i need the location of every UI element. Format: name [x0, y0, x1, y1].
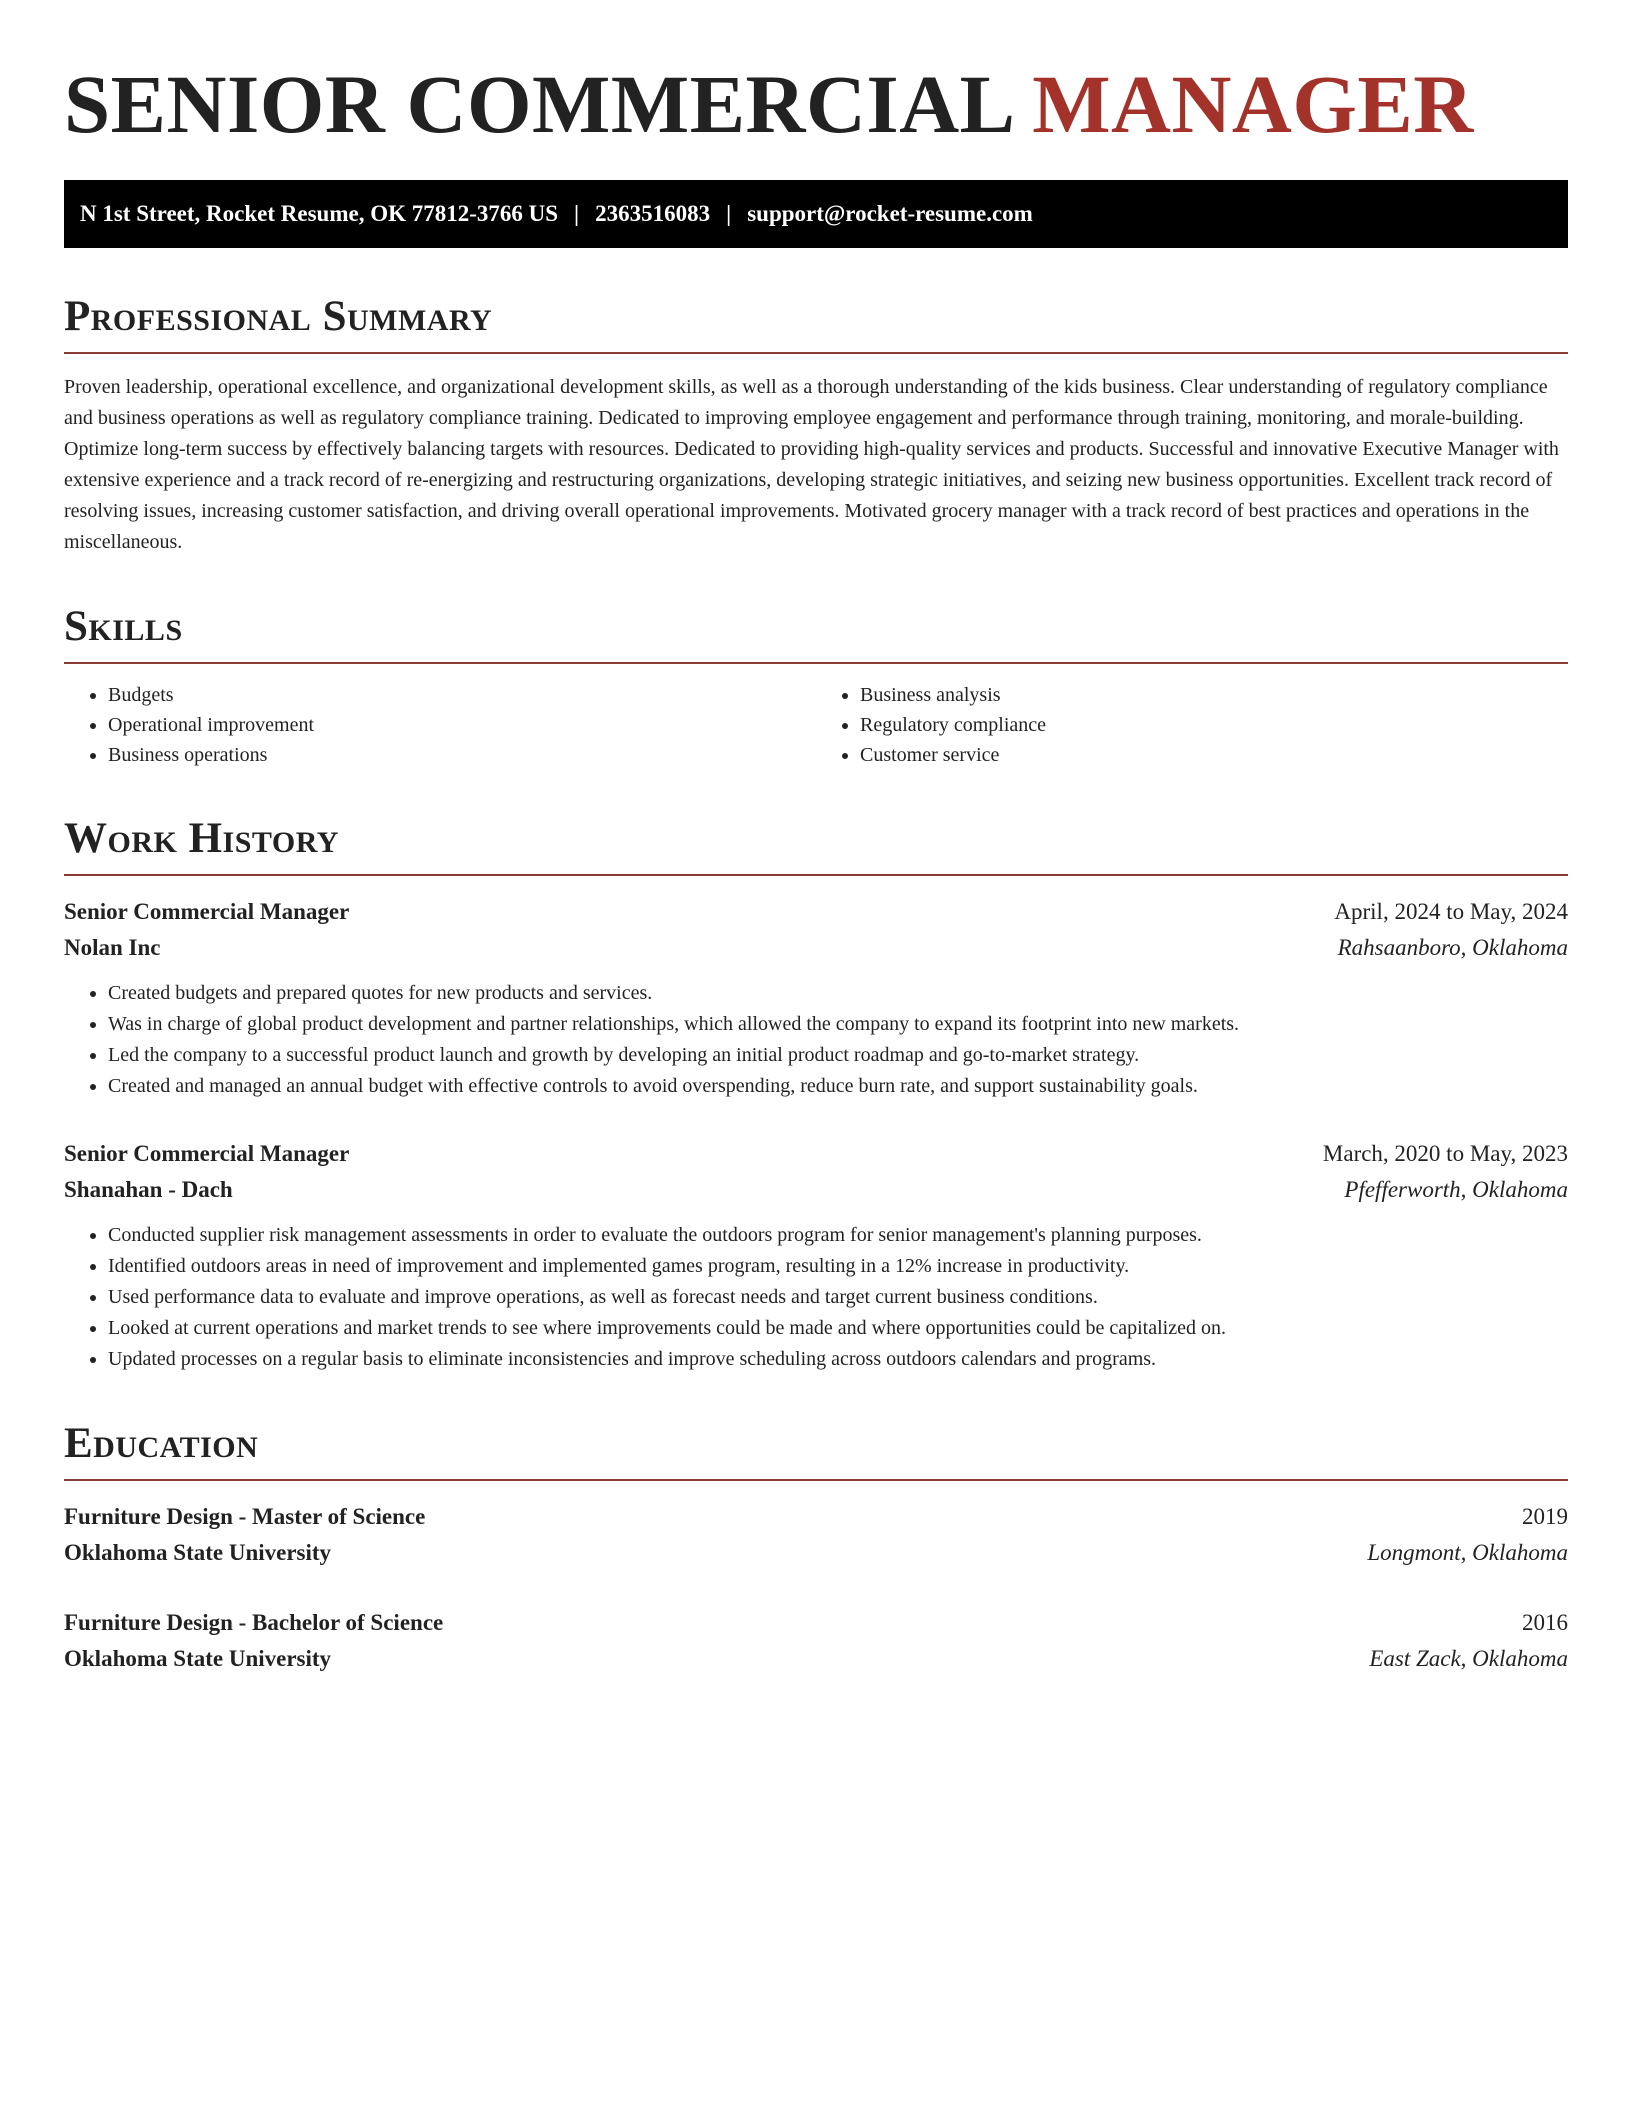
education-degree: Furniture Design - Master of Science [64, 1504, 426, 1529]
name-last: MANAGER [1032, 58, 1474, 150]
name-first: SENIOR COMMERCIAL [64, 58, 1011, 150]
education-entry [64, 1605, 1568, 1677]
education-school-row [64, 1641, 1568, 1677]
education-header-row [64, 1605, 1568, 1641]
job-location: Pfefferworth, Oklahoma [1344, 1177, 1568, 1202]
job-bullet: • Updated processes on a regular basis to eliminate inconsistencies and improve scheduling across outdoors calendars and programs. [108, 1344, 1568, 1375]
skills-column-left [64, 680, 816, 770]
job-bullet: • Created budgets and prepared quotes for new products and services. [108, 978, 1568, 1009]
job-bullet: • Identified outdoors areas in need of improvement and implemented games program, resulting in a 12% increase in productivity. [108, 1251, 1568, 1282]
job-company: Nolan Inc [64, 935, 161, 960]
job-role: Senior Commercial Manager [64, 1141, 350, 1166]
job-role: Senior Commercial Manager [64, 899, 350, 924]
job-bullet: • Looked at current operations and market trends to see where improvements could be made and where opportunities could be capitalized on. [108, 1313, 1568, 1344]
education-entry [64, 1499, 1568, 1571]
job-header-row [64, 1136, 1568, 1172]
contact-separator: | [726, 201, 732, 226]
education-location: East Zack, Oklahoma [1369, 1646, 1568, 1671]
job-company-row [64, 930, 1568, 966]
contact-address: N 1st Street, Rocket Resume, OK 77812-3766 US [80, 201, 559, 226]
contact-email: support@rocket-resume.com [747, 201, 1033, 226]
summary-section [64, 292, 1568, 558]
contact-bar [64, 180, 1568, 248]
job-bullet: • Conducted supplier risk management assessments in order to evaluate the outdoors program for senior management's planning purposes. [108, 1220, 1568, 1251]
job-bullet: • Used performance data to evaluate and improve operations, as well as forecast needs and target current business conditions. [108, 1282, 1568, 1313]
section-title-summary: Professional Summary [64, 292, 1568, 354]
summary-text: Proven leadership, operational excellence, and organizational development skills, as well as a thorough understanding of the kids business. Clear understanding of regulatory compliance and business operations as well as regulatory compliance training. Dedicated to improving employee engagement and performance through training, monitoring, and morale-building. Optimize long-term success by effectively balancing targets with resources. Dedicated to providing high-quality services and products. Successful and innovative Executive Manager with extensive experience and a track record of re-energizing and restructuring organizations, developing strategic initiatives, and seizing new business opportunities. Excellent track record of resolving issues, increasing customer satisfaction, and driving overall operational improvements. Motivated grocery manager with a track record of best practices and operations in the miscellaneous. [64, 376, 1559, 553]
job-dates: April, 2024 to May, 2024 [1334, 899, 1568, 924]
job-bullets [64, 978, 1568, 1102]
skills-columns [64, 680, 1568, 770]
education-section [64, 1419, 1568, 1677]
section-title-work: Work History [64, 814, 1568, 876]
job-dates: March, 2020 to May, 2023 [1322, 1141, 1568, 1166]
skill-item: • Operational improvement [108, 710, 816, 740]
job-bullet: • Led the company to a successful product launch and growth by developing an initial product roadmap and go-to-market strategy. [108, 1040, 1568, 1071]
job-bullet: • Created and managed an annual budget with effective controls to avoid overspending, reduce burn rate, and support sustainability goals. [108, 1071, 1568, 1102]
job-company-row [64, 1172, 1568, 1208]
section-title-skills: Skills [64, 602, 1568, 664]
job-entry [64, 1136, 1568, 1375]
job-entry [64, 894, 1568, 1102]
education-header-row [64, 1499, 1568, 1535]
skill-item: • Customer service [860, 740, 1568, 770]
skills-section [64, 602, 1568, 770]
contact-separator: | [574, 201, 580, 226]
skill-item: • Business analysis [860, 680, 1568, 710]
job-header-row [64, 894, 1568, 930]
section-title-education: Education [64, 1419, 1568, 1481]
skill-item: • Regulatory compliance [860, 710, 1568, 740]
job-bullet: • Was in charge of global product development and partner relationships, which allowed the company to expand its footprint into new markets. [108, 1009, 1568, 1040]
job-bullets [64, 1220, 1568, 1375]
education-school: Oklahoma State University [64, 1540, 332, 1565]
education-location: Longmont, Oklahoma [1367, 1540, 1568, 1565]
job-location: Rahsaanboro, Oklahoma [1337, 935, 1568, 960]
skills-column-right [816, 680, 1568, 770]
education-year: 2016 [1522, 1610, 1568, 1635]
education-year: 2019 [1522, 1504, 1568, 1529]
resume-name [64, 0, 1568, 152]
skill-item: • Business operations [108, 740, 816, 770]
education-school: Oklahoma State University [64, 1646, 332, 1671]
contact-phone: 2363516083 [595, 201, 711, 226]
work-section [64, 814, 1568, 1375]
skill-item: • Budgets [108, 680, 816, 710]
education-school-row [64, 1535, 1568, 1571]
education-degree: Furniture Design - Bachelor of Science [64, 1610, 444, 1635]
job-company: Shanahan - Dach [64, 1177, 233, 1202]
